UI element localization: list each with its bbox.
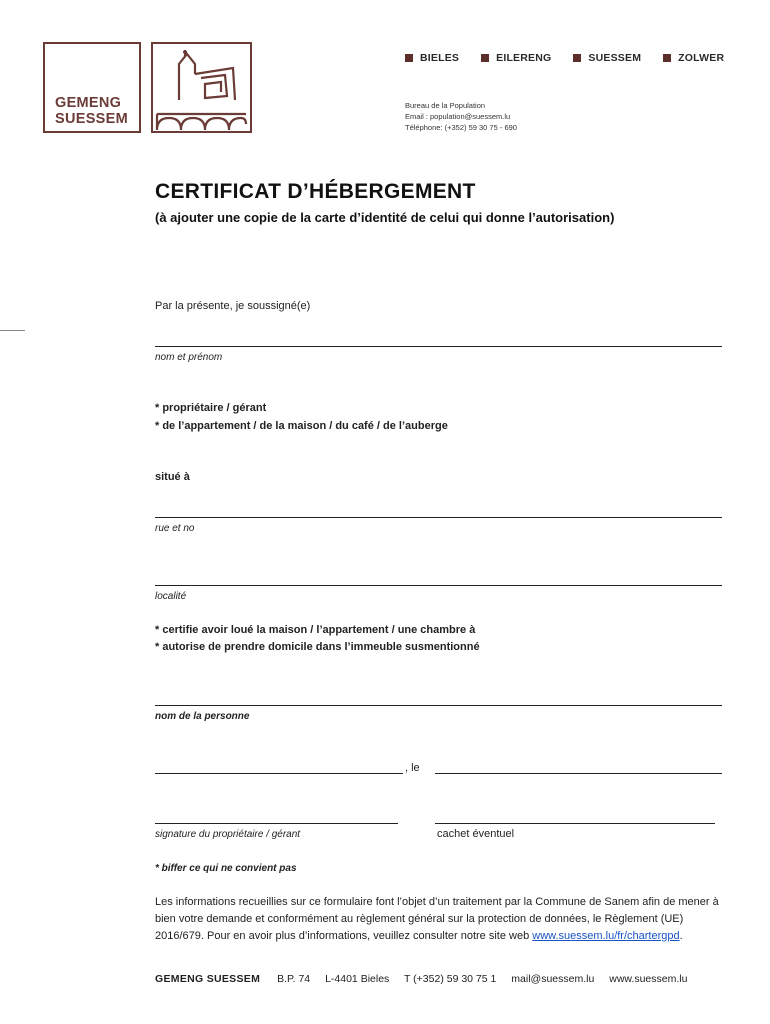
castle-bridge-icon [153,44,250,131]
locality-field[interactable] [155,585,722,586]
signature-label: signature du propriétaire / gérant [155,829,301,840]
fold-mark [0,330,25,331]
stamp-label: cachet éventuel [437,828,515,840]
intro-text: Par la présente, je soussigné(e) [155,300,311,312]
date-field[interactable] [435,773,722,774]
person-field[interactable] [155,705,722,706]
name-field-label: nom et prénom [155,352,223,363]
nav-item-eilereng[interactable]: EILERENG [481,52,551,64]
privacy-text: Les informations recueillies sur ce formulaire font l’objet d’un traitement par la Commune de Sanem afin de mener à bien votre demande et conformément au règlement général sur la protection de données, le Règlement (UE) 2016/679. Pour en avoir plus d’informations, veuillez consulter notre site web [155,896,719,942]
page-title: CERTIFICAT D’HÉBERGEMENT [155,180,476,203]
signature-field[interactable] [155,823,398,824]
certify-rented: * certifie avoir loué la maison / l’appartement / une chambre à [155,624,476,636]
page-subtitle: (à ajouter une copie de la carte d’identité de celui qui donne l’autorisation) [155,210,615,225]
footer [155,973,687,985]
privacy-link[interactable]: www.suessem.lu/fr/chartergpd [532,930,680,942]
street-field[interactable] [155,517,722,518]
footer-brand: GEMENG SUESSEM [155,973,261,985]
date-separator: , le [405,762,420,774]
office-email: Email : population@suessem.lu [405,112,511,121]
office-phone: Téléphone: (+352) 59 30 75 - 690 [405,123,517,132]
stamp-field[interactable] [435,823,715,824]
option-property: * de l’appartement / de la maison / du café / de l’auberge [155,420,448,432]
logo-wordmark [43,42,141,133]
footer-po-box: B.P. 74 [277,973,311,985]
place-field[interactable] [155,773,403,774]
square-bullet-icon [573,54,581,62]
office-name: Bureau de la Population [405,101,486,110]
street-field-label: rue et no [155,523,195,534]
logo-emblem-icon [151,42,252,133]
logo-text: GEMENG SUESSEM [55,95,129,127]
person-field-label: nom de la personne [155,711,250,722]
square-bullet-icon [405,54,413,62]
contact-block [405,100,517,133]
locality-nav [405,52,746,64]
square-bullet-icon [481,54,489,62]
locality-field-label: localité [155,591,187,602]
situated-label: situé à [155,471,190,483]
certify-domicile: * autorise de prendre domicile dans l’immeuble susmentionné [155,641,480,653]
footer-phone: T (+352) 59 30 75 1 [404,973,497,985]
strike-note: * biffer ce qui ne convient pas [155,863,297,874]
footer-address: L-4401 Bieles [325,973,390,985]
footer-web[interactable]: www.suessem.lu [609,973,688,985]
footer-email[interactable]: mail@suessem.lu [511,973,595,985]
square-bullet-icon [663,54,671,62]
nav-item-suessem[interactable]: SUESSEM [573,52,641,64]
privacy-notice: Les informations recueillies sur ce formulaire font l’objet d’un traitement par la Commune de Sanem afin de mener à bien votre demande et conformément au règlement général sur la protection de données, le Règlement (UE) 2016/679. Pour en avoir plus d’informations, veuillez consulter notre site web www.suessem.lu/fr/chartergpd. [155,896,719,942]
nav-item-bieles[interactable]: BIELES [405,52,459,64]
nav-item-zolwer[interactable]: ZOLWER [663,52,724,64]
option-owner: * propriétaire / gérant [155,402,267,414]
name-field[interactable] [155,346,722,347]
